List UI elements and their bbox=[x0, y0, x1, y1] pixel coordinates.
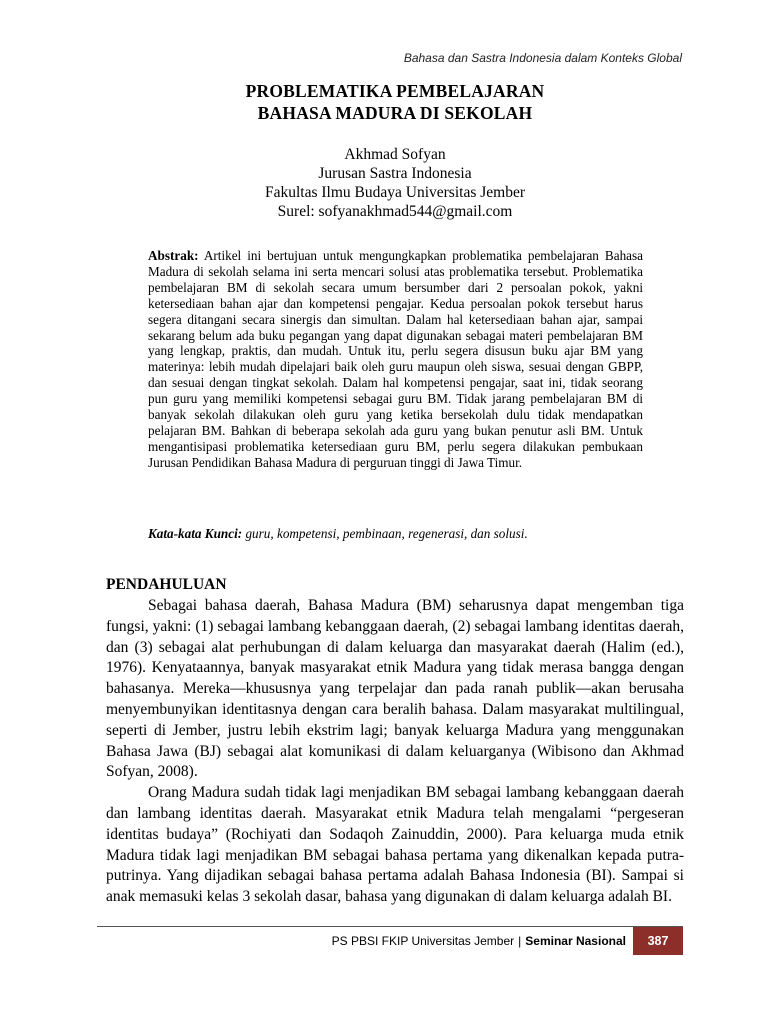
title-line-1: PROBLEMATIKA PEMBELAJARAN bbox=[245, 81, 545, 101]
abstract-text: Artikel ini bertujuan untuk mengungkapkan problematika pembelajaran Bahasa Madura di sekolah selama ini serta mencari solusi atas problematika tersebut. Problematika pembelajaran BM di sekolah secara umum bersumber dari 2 persoalan pokok, yakni ketersediaan bahan ajar dan kompetensi pengajar. Kedua persoalan pokok tersebut harus segera ditangani secara sinergis dan simultan. Dalam hal ketersediaan bahan ajar, sampai sekarang belum ada buku pegangan yang dapat digunakan sebagai materi pembelajaran BM yang lengkap, praktis, dan mudah. Untuk itu, perlu segera disusun buku ajar BM yang materinya: lebih mudah dipelajari baik oleh guru maupun oleh siswa, sesuai dengan GBPP, dan sesuai dengan tingkat sekolah. Dalam hal kompetensi pengajar, saat ini, tidak seorang pun guru yang memiliki kompetensi sebagai guru BM. Tidak jarang pembelajaran BM di banyak sekolah dilakukan oleh guru yang ketika bersekolah dulu tidak mendapatkan pelajaran BM. Bahkan di beberapa sekolah ada guru yang bukan penutur asli BM. Untuk mengantisipasi problematika ketersediaan guru BM, perlu segera dilakukan pembukaan Jurusan Pendidikan Bahasa Madura di perguruan tinggi di Jawa Timur. bbox=[148, 248, 643, 470]
keywords bbox=[148, 526, 643, 542]
author-block bbox=[0, 145, 768, 221]
body-paragraph: Orang Madura sudah tidak lagi menjadikan BM sebagai lambang kebanggaan daerah dan lambang identitas daerah. Masyarakat etnik Madura telah mengalami “pergeseran identitas budaya” (Rochiyati dan Sodaqoh Zainuddin, 2000). Para keluarga muda etnik Madura tidak lagi menjadikan BM sebagai bahasa pertama yang dikenalkan kepada putra-putrinya. Yang dijadikan sebagai bahasa pertama adalah Bahasa Indonesia (BI). Sampai si anak memasuki kelas 3 sekolah dasar, bahasa yang digunakan di dalam keluarga adalah BI. bbox=[106, 784, 684, 906]
abstract bbox=[148, 248, 643, 471]
author-name: Akhmad Sofyan bbox=[344, 146, 446, 163]
footer-label bbox=[332, 934, 626, 948]
section-body bbox=[106, 596, 684, 908]
title-line-2: BAHASA MADURA DI SEKOLAH bbox=[257, 103, 533, 123]
page-number: 387 bbox=[633, 927, 683, 955]
author-department: Jurusan Sastra Indonesia bbox=[318, 165, 472, 182]
author-faculty: Fakultas Ilmu Budaya Universitas Jember bbox=[264, 184, 525, 201]
author-email: Surel: sofyanakhmad544@gmail.com bbox=[277, 203, 513, 220]
body-paragraph: Sebagai bahasa daerah, Bahasa Madura (BM) seharusnya dapat mengemban tiga fungsi, yakni: (1) sebagai lambang kebanggaan daerah, (2) sebagai lambang identitas daerah, dan (3) sebagai alat perhubungan di dalam keluarga dan masyarakat daerah (Halim (ed.), 1976). Kenyataannya, banyak masyarakat etnik Madura yang tidak merasa bangga dengan bahasanya. Mereka—khususnya yang terpelajar dan pada ranah publik—akan berusaha menyembunyikan identitasnya dengan cara beralih bahasa. Dalam masyarakat multilingual, seperti di Jember, justru lebih ekstrim lagi; banyak keluarga Madura yang menggunakan Bahasa Jawa (BJ) sebagai alat komunikasi di dalam keluarganya (Wibisono dan Akhmad Sofyan, 2008). bbox=[106, 597, 684, 781]
page-footer bbox=[97, 927, 683, 955]
abstract-label: Abstrak: bbox=[148, 248, 199, 263]
keywords-text: guru, kompetensi, pembinaan, regenerasi, dan solusi. bbox=[242, 526, 528, 541]
section-heading: PENDAHULUAN bbox=[106, 576, 227, 593]
running-header: Bahasa dan Sastra Indonesia dalam Konteks Global bbox=[403, 51, 682, 65]
paper-title bbox=[0, 80, 768, 124]
footer-institution: PS PBSI FKIP Universitas Jember bbox=[331, 934, 515, 948]
keywords-label: Kata-kata Kunci: bbox=[148, 526, 243, 541]
footer-separator: | bbox=[518, 934, 522, 948]
footer-event: Seminar Nasional bbox=[525, 934, 626, 948]
